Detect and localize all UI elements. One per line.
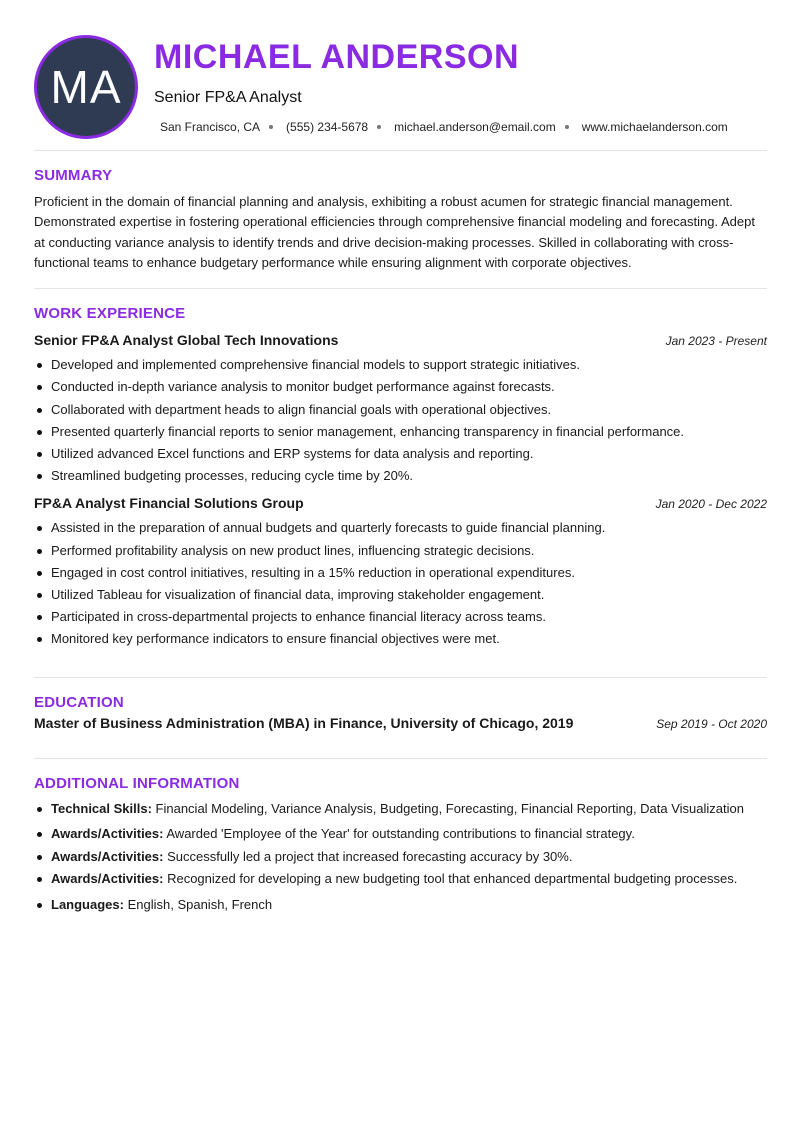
job-dates: Jan 2023 - Present bbox=[665, 334, 767, 349]
job-title: FP&A Analyst Financial Solutions Group bbox=[34, 495, 304, 512]
job-bullet: Engaged in cost control initiatives, resulting in a 15% reduction in operational expenditures. bbox=[34, 562, 767, 584]
info-label: Awards/Activities: bbox=[51, 848, 164, 864]
contact-phone: (555) 234-5678 bbox=[286, 120, 369, 134]
work-experience-section bbox=[34, 289, 767, 676]
education-heading: EDUCATION bbox=[34, 693, 124, 711]
summary-text: Proficient in the domain of financial planning and analysis, exhibiting a robust acumen for strategic financial management. Demonstrated expertise in fostering operational efficiencies through comprehensive financial modeling and forecasting. Adept at conducting variance analysis to identify trends and drive decision-making processes. Skilled in collaborating with cross-functional teams to enhance budgetary performance while ensuring alignment with corporate objectives. bbox=[34, 194, 755, 270]
additional-information-list bbox=[34, 798, 767, 917]
summary-section bbox=[34, 151, 767, 288]
info-label: Languages: bbox=[51, 896, 124, 912]
job-bullet: Collaborated with department heads to align financial goals with operational objectives. bbox=[34, 399, 767, 421]
info-value: Awarded 'Employee of the Year' for outstanding contributions to financial strategy. bbox=[163, 826, 635, 842]
job-entry bbox=[34, 332, 767, 487]
job-bullet: Conducted in-depth variance analysis to monitor budget performance against forecasts. bbox=[34, 376, 767, 398]
education-degree: Master of Business Administration (MBA) in Finance, University of Chicago, 2019 bbox=[34, 714, 574, 731]
job-dates: Jan 2020 - Dec 2022 bbox=[655, 497, 767, 512]
job-bullet: Streamlined budgeting processes, reducing cycle time by 20%. bbox=[34, 465, 767, 487]
info-label: Awards/Activities: bbox=[51, 826, 164, 842]
avatar bbox=[34, 35, 138, 139]
contact-separator-dot bbox=[377, 125, 381, 129]
job-header bbox=[34, 495, 767, 511]
candidate-name: MICHAEL ANDERSON bbox=[154, 38, 520, 76]
contact-separator-dot bbox=[269, 125, 273, 129]
contact-website[interactable]: www.michaelanderson.com bbox=[581, 120, 728, 134]
job-bullet: Presented quarterly financial reports to senior management, enhancing transparency in financial performance. bbox=[34, 421, 767, 443]
info-item bbox=[34, 823, 767, 846]
contact-line bbox=[160, 120, 728, 134]
info-item bbox=[34, 798, 767, 821]
contact-location: San Francisco, CA bbox=[160, 120, 261, 134]
info-item bbox=[34, 868, 767, 891]
summary-heading: SUMMARY bbox=[34, 167, 113, 184]
info-value: English, Spanish, French bbox=[123, 896, 273, 912]
candidate-title: Senior FP&A Analyst bbox=[154, 89, 302, 106]
job-bullet: Monitored key performance indicators to ensure financial objectives were met. bbox=[34, 628, 767, 650]
education-section bbox=[34, 678, 767, 758]
contact-email[interactable]: michael.anderson@email.com bbox=[394, 120, 556, 134]
job-bullet: Participated in cross-departmental projects to enhance financial literacy across teams. bbox=[34, 606, 767, 628]
job-bullet: Developed and implemented comprehensive financial models to support strategic initiatives. bbox=[34, 354, 767, 376]
info-value: Financial Modeling, Variance Analysis, Budgeting, Forecasting, Financial Reporting, Data Visualization bbox=[151, 800, 744, 816]
education-entry bbox=[34, 715, 767, 731]
job-bullets bbox=[34, 354, 767, 487]
job-bullets bbox=[34, 517, 767, 650]
job-bullet: Utilized advanced Excel functions and ERP systems for data analysis and reporting. bbox=[34, 443, 767, 465]
job-title: Senior FP&A Analyst Global Tech Innovations bbox=[34, 332, 339, 349]
education-dates: Sep 2019 - Oct 2020 bbox=[656, 716, 767, 731]
info-item bbox=[34, 846, 767, 869]
job-bullet: Utilized Tableau for visualization of financial data, improving stakeholder engagement. bbox=[34, 584, 767, 606]
job-bullet: Assisted in the preparation of annual budgets and quarterly forecasts to guide financial planning. bbox=[34, 517, 767, 539]
info-value: Recognized for developing a new budgeting tool that enhanced departmental budgeting processes. bbox=[163, 871, 738, 887]
job-bullet: Performed profitability analysis on new product lines, influencing strategic decisions. bbox=[34, 540, 767, 562]
resume-header bbox=[34, 0, 767, 150]
info-label: Awards/Activities: bbox=[51, 871, 164, 887]
contact-separator-dot bbox=[565, 125, 569, 129]
job-header bbox=[34, 332, 767, 348]
work-experience-heading: WORK EXPERIENCE bbox=[34, 305, 186, 323]
info-label: Technical Skills: bbox=[51, 800, 152, 816]
additional-information-heading: ADDITIONAL INFORMATION bbox=[34, 774, 240, 792]
info-value: Successfully led a project that increased forecasting accuracy by 30%. bbox=[163, 848, 573, 864]
avatar-initials: MA bbox=[50, 61, 122, 113]
job-entry bbox=[34, 495, 767, 650]
info-item bbox=[34, 894, 767, 917]
additional-information-section bbox=[34, 759, 767, 917]
